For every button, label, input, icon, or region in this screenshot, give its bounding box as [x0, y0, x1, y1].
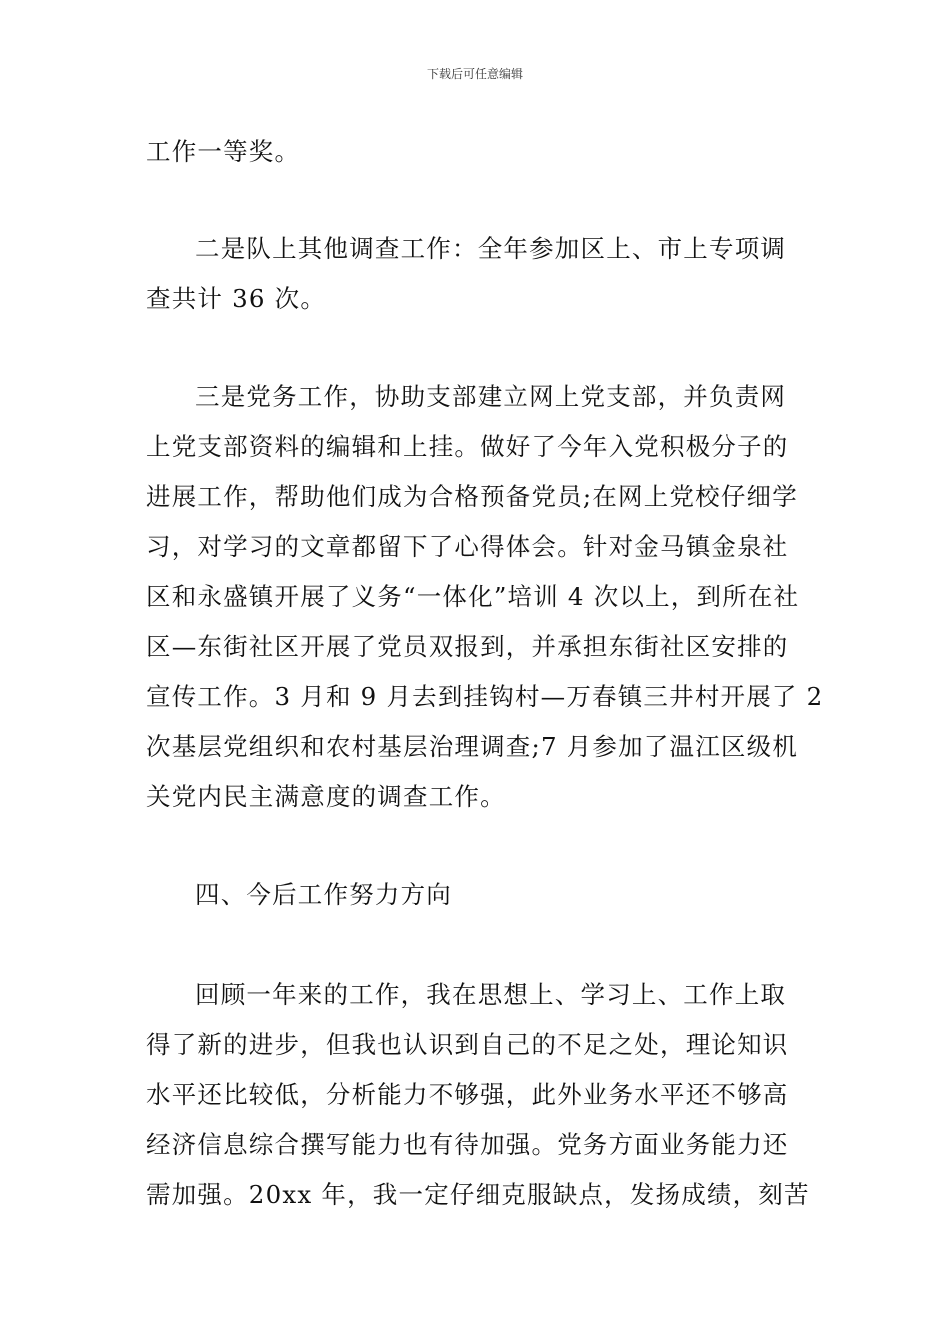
text-line: 需加强。20xx 年，我一定仔细克服缺点，发扬成绩，刻苦 [146, 1180, 810, 1209]
text-line: 习，对学习的文章都留下了心得体会。针对金马镇金泉社 [146, 532, 789, 561]
text-line: 次基层党组织和农村基层治理调查;7 月参加了温江区级机 [146, 732, 799, 761]
text-line: 查共计 36 次。 [146, 284, 327, 313]
text-line: 得了新的进步，但我也认识到自己的不足之处，理论知识 [146, 1030, 789, 1059]
text-line: 三是党务工作，协助支部建立网上党支部，并负责网 [195, 382, 787, 411]
text-line: 工作一等奖。 [146, 137, 301, 166]
page-header: 下载后可任意编辑 [426, 67, 523, 81]
text-line: 区—东街社区开展了党员双报到，并承担东街社区安排的 [146, 632, 789, 661]
text-line: 区和永盛镇开展了义务“一体化”培训 4 次以上，到所在社 [146, 582, 800, 611]
text-line: 上党支部资料的编辑和上挂。做好了今年入党积极分子的 [146, 432, 789, 461]
text-line: 回顾一年来的工作，我在思想上、学习上、工作上取 [195, 980, 787, 1009]
text-line: 二是队上其他调查工作：全年参加区上、市上专项调 [195, 234, 787, 263]
text-line: 进展工作，帮助他们成为合格预备党员;在网上党校仔细学 [146, 482, 798, 511]
text-line: 宣传工作。3 月和 9 月去到挂钩村—万春镇三井村开展了 2 [146, 682, 824, 711]
text-line: 水平还比较低，分析能力不够强，此外业务水平还不够高 [146, 1080, 789, 1109]
section-heading: 四、今后工作努力方向 [195, 880, 452, 909]
text-line: 关党内民主满意度的调查工作。 [146, 782, 506, 811]
text-line: 经济信息综合撰写能力也有待加强。党务方面业务能力还 [146, 1130, 789, 1159]
